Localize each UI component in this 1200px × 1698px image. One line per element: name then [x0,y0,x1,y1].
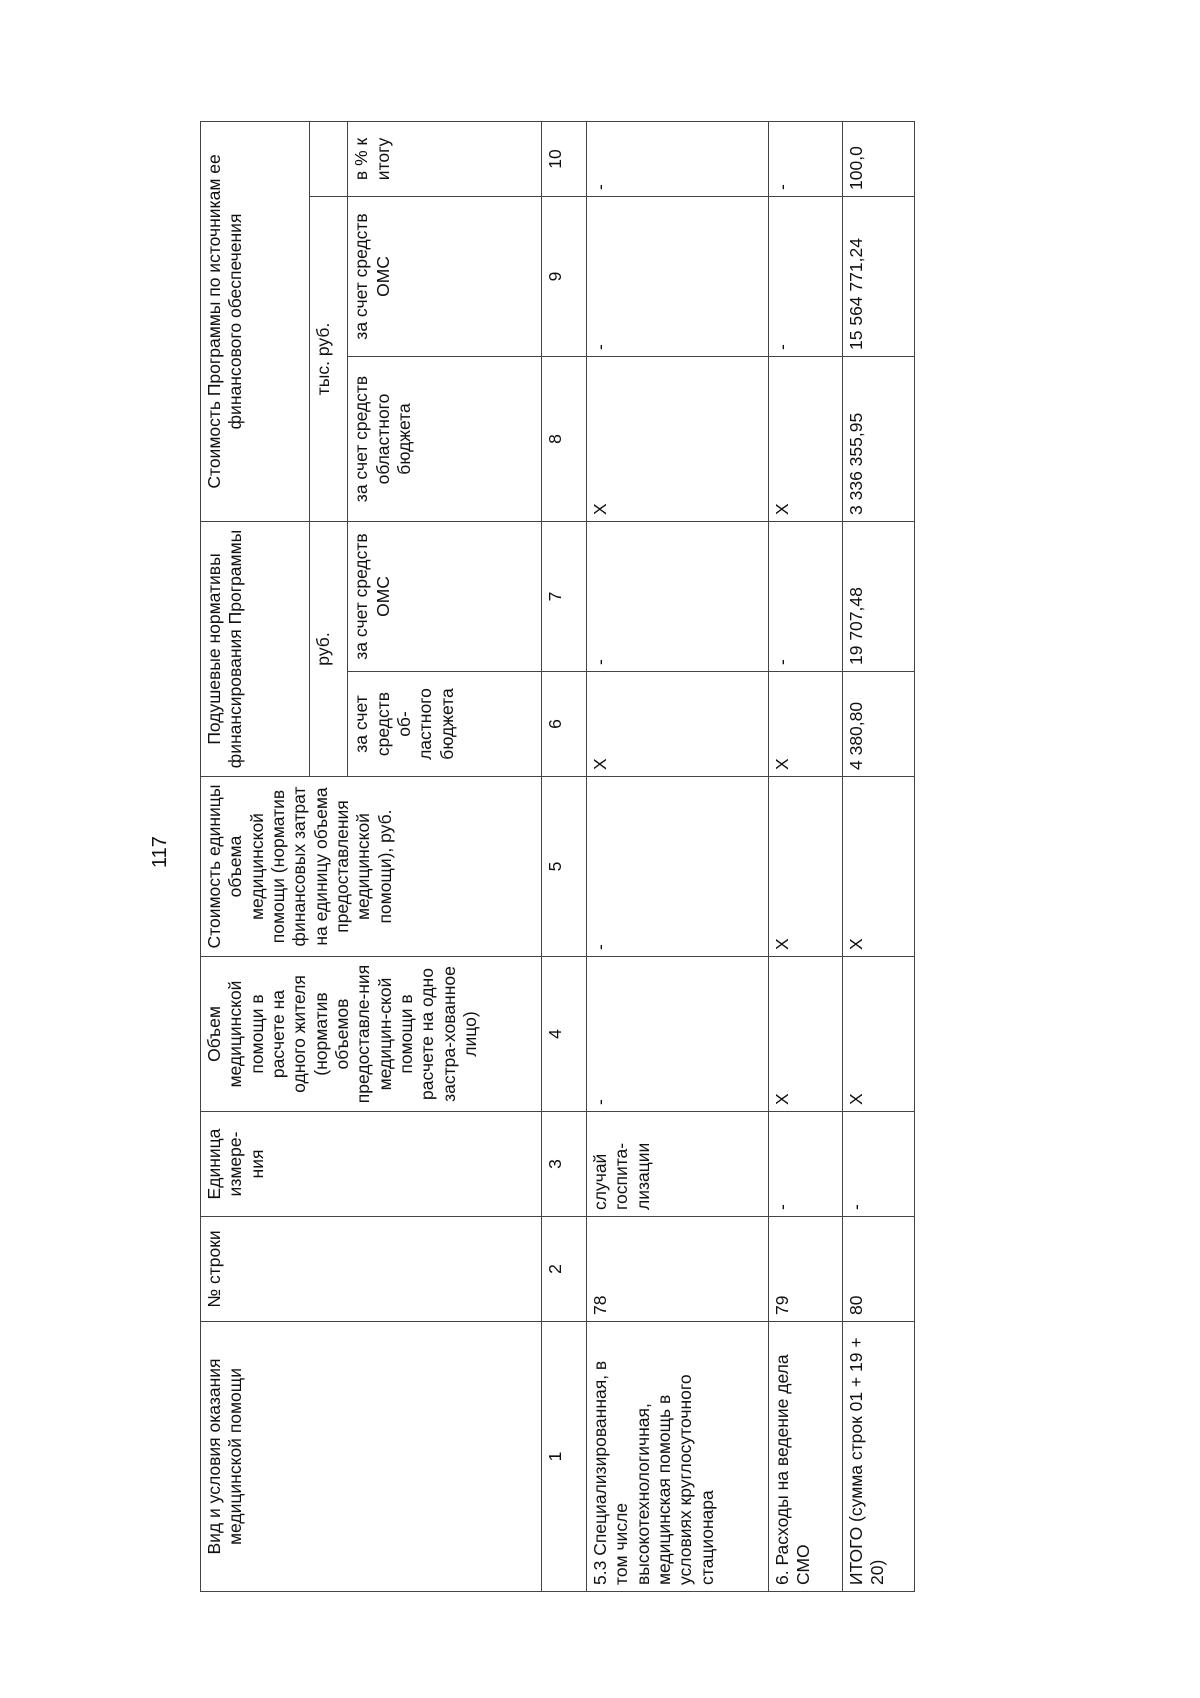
financing-table [200,121,915,1592]
col-number: 9 [541,196,586,356]
header-unit-cost: Стоимость единицы объема медицинской помощи (норматив финансовых затрат на единицу объема предоставления медицинской помощи), руб. [201,777,542,957]
row-norm-oms: 19 707,48 [843,521,915,671]
row-total-oms: 15 564 771,24 [843,196,915,356]
row-name: ИТОГО (сумма строк 01 + 19 + 20) [843,1322,915,1592]
header-norms-unit: руб. [309,521,348,776]
header-row-1 [201,121,310,1591]
row-total-budget: X [768,356,842,521]
col-number: 4 [541,957,586,1112]
header-cost-unit: тыс. руб. [309,196,348,521]
header-line-number: № строки [201,1217,542,1322]
row-percent: 100,0 [843,121,915,196]
header-group-norms: Подушевые нормативы финансирования Программы [201,521,310,776]
row-line-number: 78 [587,1217,769,1322]
row-norm-oms: - [587,521,769,671]
header-empty-cell [309,121,348,196]
row-norm-budget: X [587,672,769,777]
header-norm-budget: за счет средств об-ластного бюджета [348,672,541,777]
row-name: 6. Расходы на ведение дела СМО [768,1322,842,1592]
row-cost: X [843,777,915,957]
table-row [768,121,842,1591]
row-unit: - [768,1112,842,1217]
row-unit: - [843,1112,915,1217]
table-row [843,121,915,1591]
rotated-table-container [200,122,915,1592]
col-number: 3 [541,1112,586,1217]
row-volume: X [768,957,842,1112]
row-name: 5.3 Специализированная, в том числе высокотехнологичная, медицинская помощь в условиях круглосуточного стационара [587,1322,769,1592]
page-number: 117 [148,836,171,868]
row-unit: случай госпита-лизации [587,1112,769,1217]
row-total-oms: - [587,196,769,356]
col-number: 5 [541,777,586,957]
col-number: 1 [541,1322,586,1592]
row-volume: X [843,957,915,1112]
row-cost: - [587,777,769,957]
row-percent: - [768,121,842,196]
row-norm-oms: - [768,521,842,671]
header-norm-oms: за счет средств ОМС [348,521,541,671]
row-percent: - [587,121,769,196]
col-number: 7 [541,521,586,671]
row-line-number: 79 [768,1217,842,1322]
row-total-budget: X [587,356,769,521]
row-total-oms: - [768,196,842,356]
header-volume: Объем медицинской помощи в расчете на одного жителя (норматив объемов предоставле-ния медицин-ской помощи в расчете на одно застра-хованное лицо) [201,957,542,1112]
table-row [587,121,769,1591]
row-total-budget: 3 336 355,95 [843,356,915,521]
row-volume: - [587,957,769,1112]
header-group-cost: Стоимость Программы по источникам ее финансового обеспечения [201,121,310,521]
row-cost: X [768,777,842,957]
row-norm-budget: 4 380,80 [843,672,915,777]
header-total-budget: за счет средств областного бюджета [348,356,541,521]
header-percent: в % к итогу [348,121,541,196]
header-unit: Единица измере-ния [201,1112,542,1217]
header-total-oms: за счет средств ОМС [348,196,541,356]
col-number: 10 [541,121,586,196]
col-number: 2 [541,1217,586,1322]
col-number: 6 [541,672,586,777]
col-number: 8 [541,356,586,521]
row-norm-budget: X [768,672,842,777]
header-type: Вид и условия оказания медицинской помощи [201,1322,542,1592]
row-line-number: 80 [843,1217,915,1322]
column-number-row [541,121,586,1591]
